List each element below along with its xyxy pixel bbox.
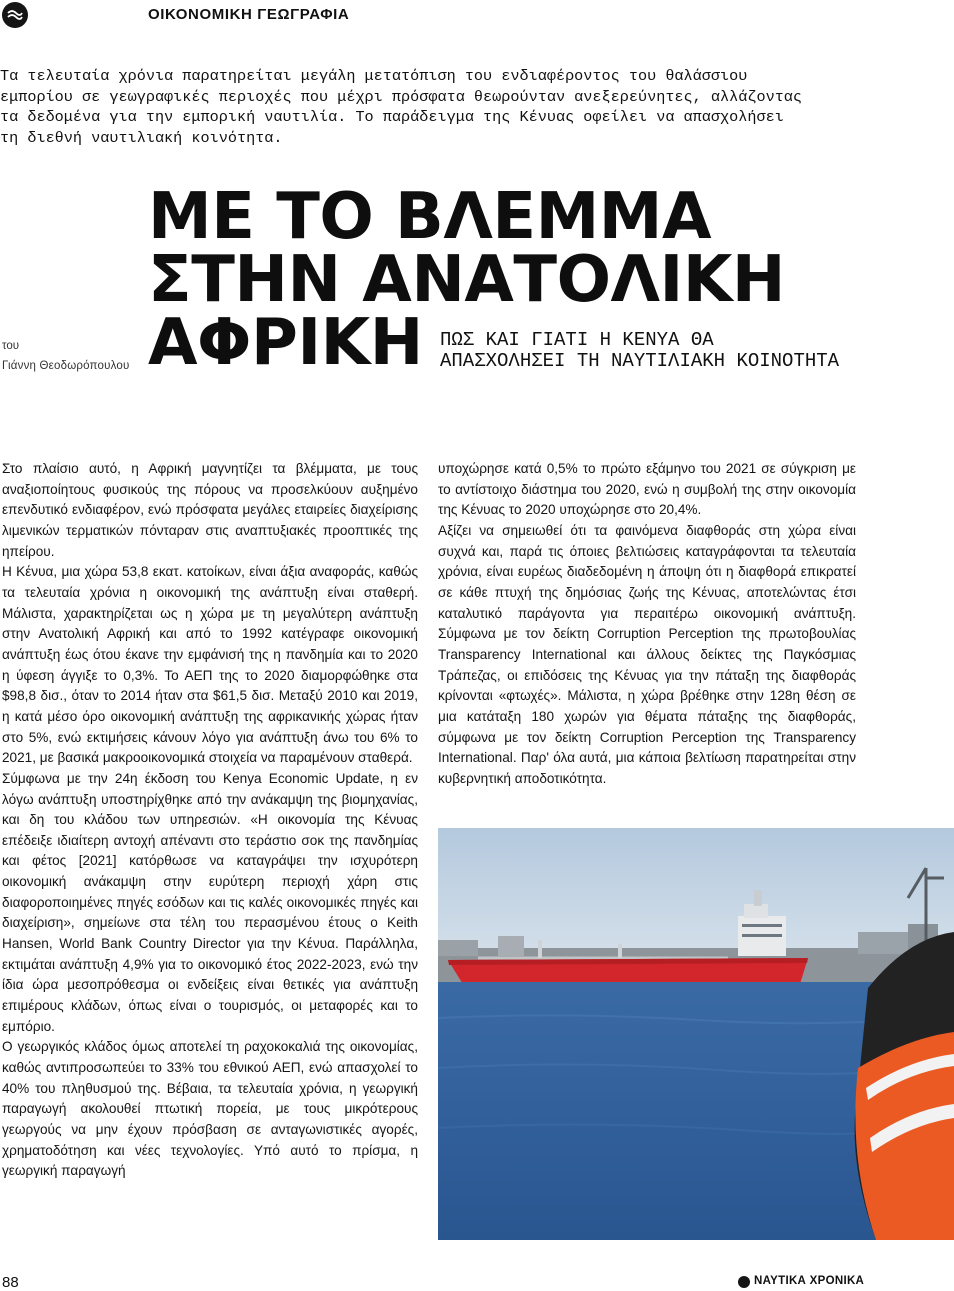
- magazine-wave-icon: [738, 1276, 750, 1288]
- subtitle-line: ΠΩΣ ΚΑΙ ΓΙΑΤΙ Η ΚΕΝΥΑ ΘΑ: [440, 329, 714, 351]
- page-number: 88: [2, 1274, 19, 1291]
- magazine-name: ΝΑΥΤΙΚΑ ΧΡΟΝΙΚΑ: [754, 1275, 865, 1287]
- byline-prefix: του: [2, 340, 20, 352]
- body-column-right: [438, 459, 856, 790]
- body-paragraph: Σύμφωνα με την 24η έκδοση του Kenya Economic Update, η εν λόγω ανάπτυξη υποστηρίχθηκε από την ανάκαμψη της βιομηχανίας, και δη του κλάδου των υπηρεσιών. «Η οικονομία της Κένυας επέδειξε ιδιαίτερη αντοχή απέναντι στο τεράστιο σοκ της πανδημίας και φέτος [2021] κατόρθωσε να καταγράψει την ισχυρότερη οικονομική ανάκαμψη στην ευρύτερη περιοχή χάρη στις διαφοροποιημένες πηγές εσόδων και τις καλές οικονομικές πηγές και διαχείριση», σημείωνε στα τέλη του περασμένου έτους ο Keith Hansen, World Bank Country Director για την Κένυα. Παράλληλα, εκτιμάται ανάπτυξη 4,9% για το οικονομικό έτος 2022-2023, ενώ την ίδια ώρα μεσοπρόθεσμα οι ενδείξεις είναι θετικές για ανάπτυξη επιμέρους κλάδων, όπως είναι ο τουρισμός, οι μεταφορές και το εμπόριο.: [2, 770, 418, 1034]
- body-column-left: [2, 459, 418, 1182]
- subtitle-line: ΑΠΑΣΧΟΛΗΣΕΙ ΤΗ ΝΑΥΤΙΛΙΑΚΗ ΚΟΙΝΟΤΗΤΑ: [440, 350, 840, 372]
- headline-line: ΜΕ ΤΟ ΒΛΕΜΜΑ: [148, 180, 711, 254]
- headline-line: ΣΤΗΝ ΑΝΑΤΟΛΙΚΗ: [148, 243, 785, 317]
- section-title: ΟΙΚΟΝΟΜΙΚΗ ΓΕΩΓΡΑΦΙΑ: [148, 6, 350, 23]
- intro-line: τη διεθνή ναυτιλιακή κοινότητα.: [0, 128, 283, 147]
- body-paragraph: υποχώρησε κατά 0,5% το πρώτο εξάμηνο του 2021 σε σύγκριση με το αντίστοιχο διάστημα του 2020, ενώ η συμβολή της στην οικονομία της Κένυας το 2020 υποχώρησε στο 20,4%.: [438, 461, 856, 518]
- body-paragraph: Η Κένυα, μια χώρα 53,8 εκατ. κατοίκων, είναι άξια αναφοράς, καθώς τα τελευταία χρόνια η οικονομική της ανάπτυξη είναι σταθερή. Μάλιστα, χαρακτηρίζεται ως η χώρα με τη μεγαλύτερη ανάπτυξη στην Ανατολική Αφρική και από το 1992 κατέγραφε οικονομική ανάπτυξη έως ότου έκανε την εμφάνισή της η πανδημία και το 2020 η ύφεση άγγιξε το 0,3%. Το ΑΕΠ της το 2020 διαμορφώθηκε στα $98,8 δισ., όταν το 2014 ήταν στα $61,5 δισ. Μεταξύ 2010 και 2019, η κατά μέσο όρο οικονομική ανάπτυξη της αφρικανικής χώρας ήταν στο 5%, ενώ εκτιμήσεις κάνουν λόγο για ανάπτυξη άνω του 6% το 2021, με βασικά μακροοικονομικά στοιχεία να παραμένουν σταθερά.: [2, 564, 418, 766]
- intro-line: Τα τελευταία χρόνια παρατηρείται μεγάλη μετατόπιση του ενδιαφέροντος του θαλάσσιου: [0, 67, 748, 85]
- article-intro: [0, 66, 860, 148]
- body-paragraph: Αξίζει να σημειωθεί ότι τα φαινόμενα διαφθοράς στη χώρα είναι συχνά και, παρά τις όποιες βελτιώσεις καταγράφονται τα τελευταία χρόνια, είναι ευρέως διαδεδομένη η άποψη ότι η διαφθορά επικρατεί σε κάθε πτυχή της δημόσιας ζωής της Κένυας, αποτελώντας έτσι καταλυτικό παράγοντα για περαιτέρω οικονομική ανάπτυξη. Σύμφωνα με τον δείκτη Corruption Perception της πρωτοβουλίας Transparency International και άλλους δείκτες της Παγκόσμιας Τράπεζας, οι επιδόσεις της Κένυας για την πάταξη της διαφθοράς κρίνονται «φτωχές». Μάλιστα, η χώρα βρέθηκε στην 128η θέση σε μια κατάταξη 180 χωρών για θέματα πάταξης της διαφθοράς, σύμφωνα με τον δείκτη Corruption Perception της Transparency International. Παρ' όλα αυτά, μια κάποια βελτίωση παρατηρείται στην κυβερνητική αποδοτικότητα.: [438, 522, 856, 786]
- intro-line: εμπορίου σε γεωγραφικές περιοχές που μέχρι πρόσφατα θεωρούνταν ανεξερεύνητες, αλλάζοντας: [0, 87, 803, 106]
- magazine-logo-icon: [2, 2, 28, 28]
- article-subtitle: [440, 330, 940, 372]
- body-paragraph: Ο γεωργικός κλάδος όμως αποτελεί τη ραχοκοκαλιά της οικονομίας, καθώς αντιπροσωπεύει το 33% του εθνικού ΑΕΠ, ενώ απασχολεί το 40% του πληθυσμού της. Βέβαια, τα τελευταία χρόνια, η γεωργική παραγωγή ακολουθεί πτωτική πορεία, με τους μικρότερους γεωργούς να μην έχουν πρόσβαση σε ανταγωνιστικές αγορές, χρηματοδότηση και νέες τεχνολογίες. Υπό αυτό το πρίσμα, η γεωργική παραγωγή: [2, 1039, 418, 1179]
- harbor-ship-photo: [438, 828, 954, 1240]
- headline-line: ΑΦΡΙΚΗ: [148, 306, 423, 380]
- body-paragraph: Στο πλαίσιο αυτό, η Αφρική μαγνητίζει τα βλέμματα, με τους αναξιοποίητους φυσικούς της πόρους να προσελκύουν αυξημένο επενδυτικό ενδιαφέρον, ενώ πρόσφατα μεγάλες εταιρείες διαχείρισης λιμενικών τερματικών πόνταραν στις αναπτυξιακές προοπτικές της ηπείρου.: [2, 461, 418, 559]
- author-name: Γιάννη Θεοδωρόπουλου: [2, 360, 130, 372]
- intro-line: τα δεδομένα για την εμπορική ναυτιλία. Το παράδειγμα της Κένυας οφείλει να απασχολήσει: [0, 108, 784, 127]
